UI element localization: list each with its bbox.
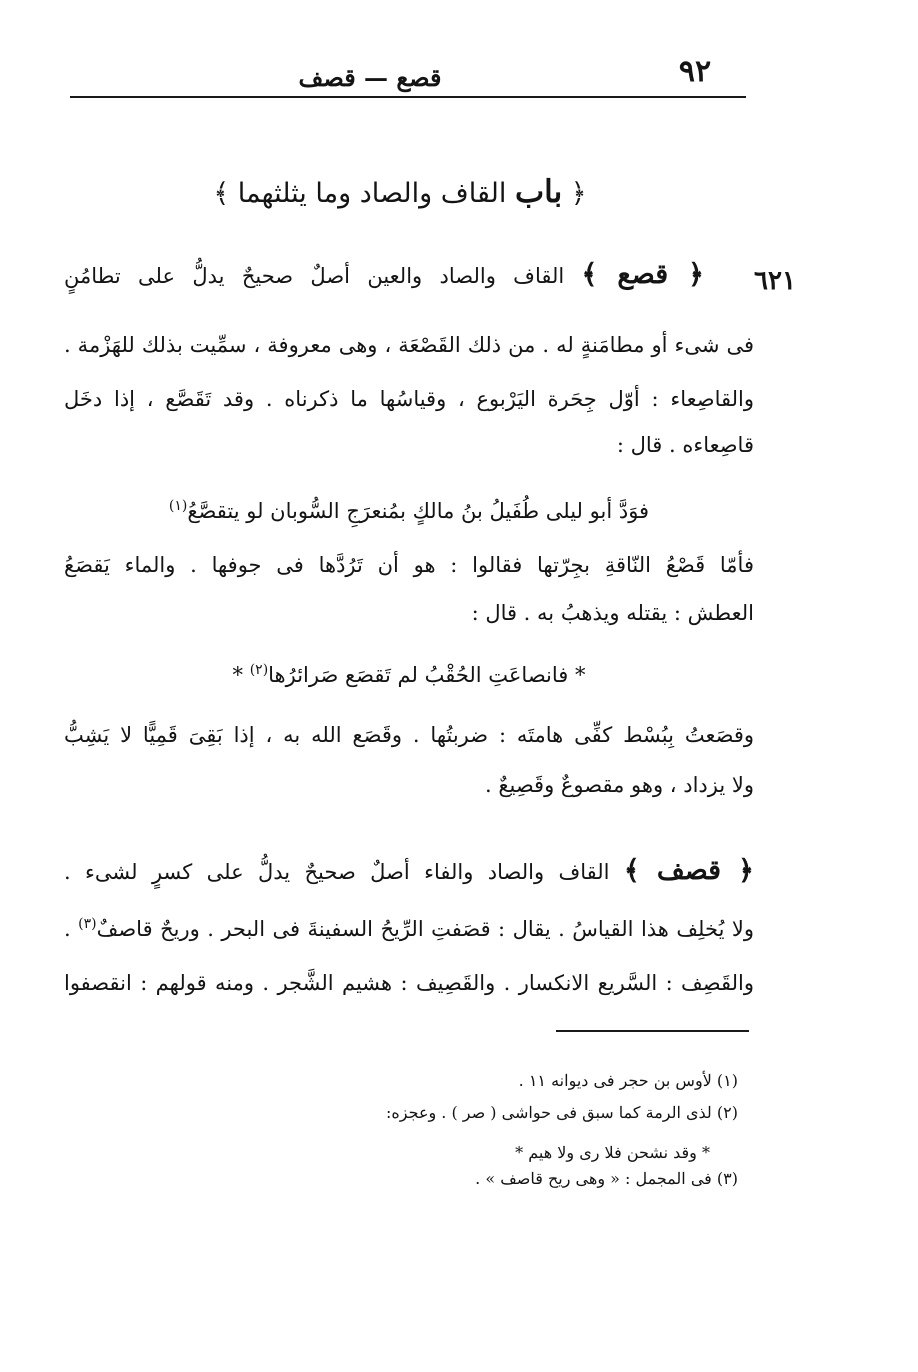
entry-line: فأمّا قَصْعُ النّاقةِ بجِرّتها فقالوا : هو أن تَرُدَّها فى جوفها . والماء يَقصَعُ bbox=[64, 553, 754, 577]
chapter-bracket-open: ﴿ bbox=[570, 178, 587, 209]
entry-line: قاصِعاءه . قال : bbox=[616, 433, 754, 457]
entry-text: القاف والصاد والفاء أصلٌ صحيحٌ يدلُّ على كسرٍ لشىء . bbox=[64, 860, 610, 884]
footnote-text: لذى الرمة كما سبق فى حواشى ( صر ) . وعجزه: bbox=[386, 1103, 712, 1122]
chapter-bracket-close: ﴾ bbox=[213, 178, 230, 209]
entry-line bbox=[64, 912, 754, 946]
footnote-ref: (٢) bbox=[249, 662, 269, 678]
page-number: ٩٢ bbox=[678, 54, 712, 89]
entry-line: العطش : يقتله ويذهبُ به . قال : bbox=[471, 601, 754, 625]
headword-qasf: ﴿ قصف ﴾ bbox=[623, 855, 755, 886]
line-end: . bbox=[64, 917, 71, 941]
entry-line: وقصَعتُ بِبُسْط كفِّى هامتَه : ضربتُها . وقَصَع الله به ، إذا بَقِىَ قَمِيًّا لا يَشِبُّ bbox=[64, 723, 754, 747]
footnote-number: (٢) bbox=[716, 1103, 738, 1122]
header-rule bbox=[70, 96, 746, 98]
footnote-text: فى المجمل : « وهى ريح قاصف » . bbox=[475, 1169, 712, 1188]
entry-line: فى شىء أو مطامَنةٍ له . من ذلك القَصْعَة ، وهى معروفة ، سمِّيت بذلك للهَزْمة . bbox=[64, 333, 754, 357]
running-head: قصع — قصف bbox=[298, 63, 442, 92]
footnote-ref: (٣) bbox=[78, 916, 97, 932]
footnote-rule bbox=[556, 1030, 749, 1032]
footnote-number: (١) bbox=[716, 1071, 738, 1090]
footnote bbox=[260, 1068, 738, 1094]
entry-text: القاف والصاد والعين أصلٌ صحيحٌ يدلُّ على تطامُنٍ bbox=[64, 264, 565, 288]
footnote bbox=[260, 1100, 738, 1126]
footnote-number: (٣) bbox=[716, 1169, 738, 1188]
entry-line: والقَصِف : السَّريع الانكسار . والقَصِيف : هشيم الشَّجر . ومنه قولهم : انقصفوا bbox=[64, 971, 754, 995]
entry-line bbox=[64, 258, 704, 293]
chapter-title bbox=[120, 172, 680, 214]
footnote bbox=[260, 1166, 738, 1192]
entry-text: ولا يُخلِف هذا القياسُ . يقال : قصَفتِ الرِّيحُ السفينةَ فى البحر . وريحٌ قاصفٌ bbox=[96, 917, 754, 941]
verse-text: فوَدَّ أبو ليلى طُفَيلُ بنُ مالكٍ بمُنعرَجِ السُّوبان لو يتقصَّعُ bbox=[187, 499, 650, 523]
chapter-bab: باب bbox=[514, 174, 563, 210]
footnote-verse: * وقد نشحن فلا رى ولا هيم * bbox=[515, 1143, 710, 1162]
entry-number: ٦٢١ bbox=[754, 266, 796, 296]
headword-qasa: ﴿ قصع ﴾ bbox=[581, 259, 704, 290]
entry-line: والقاصِعاء : أوّل جِحَرة اليَرْبوع ، وقياسُها ما ذكرناه . وقد تَقَصَّع ، إذا دخَل bbox=[64, 387, 754, 411]
verse-line bbox=[64, 494, 754, 528]
verse-text: * فانصاعَتِ الحُقْبُ لم تَقصَع صَرائرُها bbox=[268, 663, 586, 687]
chapter-title-rest: القاف والصاد وما يثلثهما bbox=[237, 178, 507, 209]
footnote-text: لأوس بن حجر فى ديوانه ١١ . bbox=[518, 1071, 712, 1090]
entry-line: ولا يزداد ، وهو مقصوعٌ وقَصِيعٌ . bbox=[484, 773, 754, 797]
verse-end-mark: * bbox=[232, 663, 243, 687]
verse-line bbox=[64, 658, 754, 692]
footnote-ref: (١) bbox=[168, 498, 188, 514]
entry-line bbox=[64, 854, 754, 889]
